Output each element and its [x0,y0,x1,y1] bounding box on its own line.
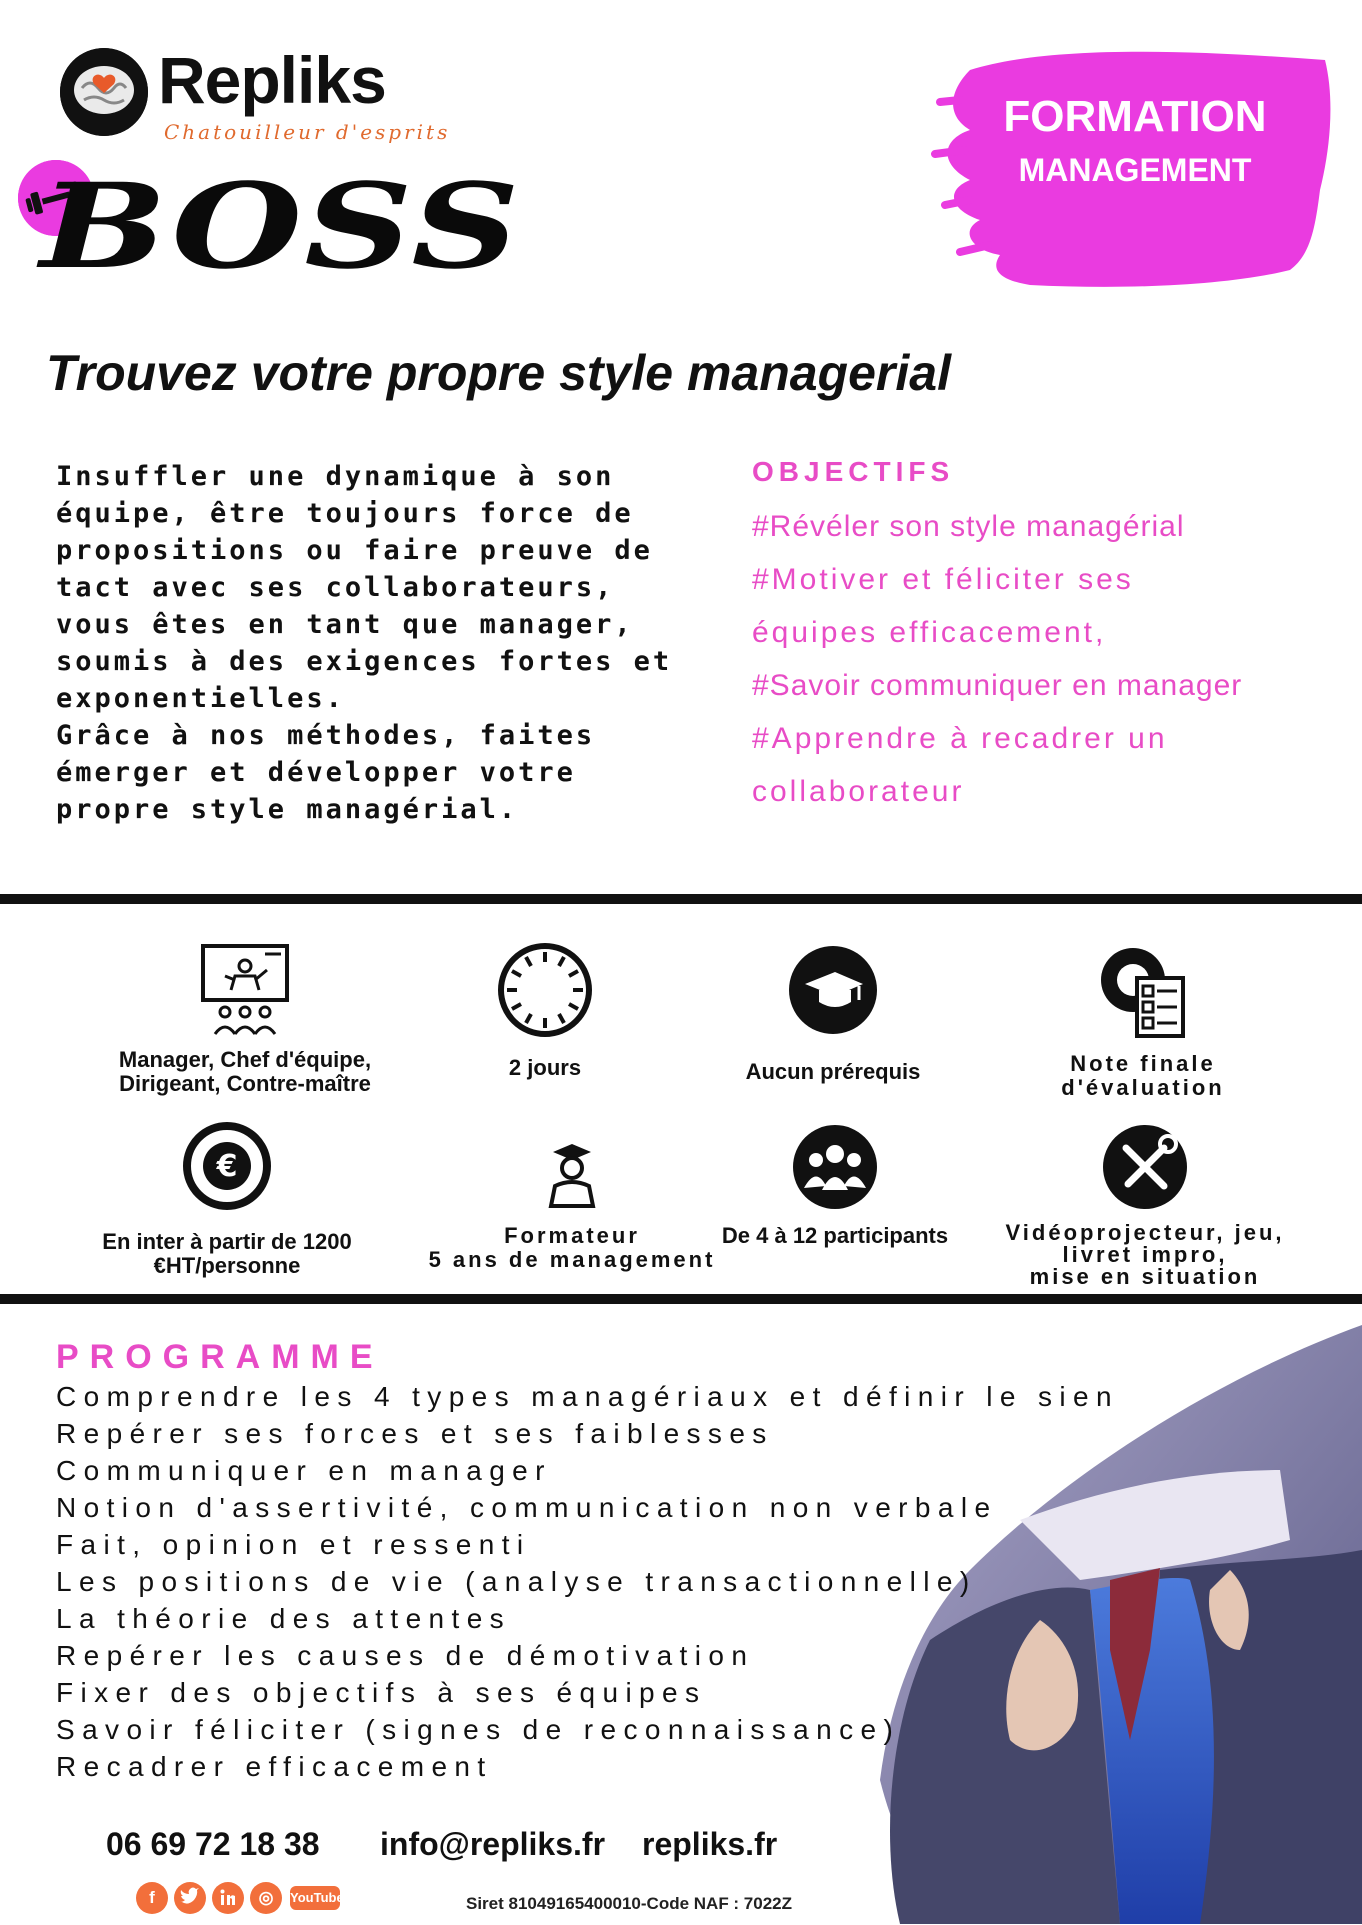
instagram-icon[interactable]: ◎ [250,1882,282,1914]
evaluation-card [998,940,1288,1100]
trainer-title: Formateur [504,1223,640,1248]
objective-item: #Révéler son style managérial [752,510,1185,543]
duration-label: 2 jours [508,1055,582,1080]
objective-item: collaborateur [752,775,965,808]
siret-text: Siret 81049165400010-Code NAF : 7022Z [466,1894,793,1913]
programme-item: Fixer des objectifs à ses équipes [56,1677,707,1708]
contact-website[interactable]: repliks.fr [642,1826,778,1862]
programme-item: La théorie des attentes [56,1603,512,1634]
price-card [82,1120,372,1278]
audience-label: Manager, Chef d'équipe, Dirigeant, Contre-maître [118,1047,372,1096]
brain-logo-icon [60,48,148,136]
programme-item: Repérer ses forces et ses faiblesses [56,1418,774,1449]
youtube-icon[interactable]: YouTube [290,1886,340,1910]
clock-icon [495,940,595,1040]
participants-card [700,1124,970,1248]
objectives-list [752,500,1352,818]
group-icon [792,1124,878,1210]
graduation-cap-icon [783,940,883,1040]
linkedin-icon[interactable] [212,1882,244,1914]
objective-item: #Motiver et féliciter ses [752,563,1134,596]
objective-item: #Savoir communiquer en manager [752,669,1243,702]
trainer-icon [537,1140,607,1210]
intro-text-2: Grâce à nos méthodes, faites émerger et développer votre propre style managérial. [56,720,596,825]
tools-card [980,1124,1310,1288]
objective-item: équipes efficacement, [752,616,1107,649]
participants-label: De 4 à 12 participants [721,1223,949,1248]
formation-title: FORMATION [1003,92,1267,141]
divider-top [0,894,1362,904]
presentation-icon [195,940,295,1040]
intro-paragraph [56,458,696,828]
prerequisites-card [688,940,978,1084]
audience-card [100,940,390,1096]
brand-tagline: Chatouilleur d'esprits [164,120,451,144]
svg-text:€: € [216,1149,238,1184]
programme-item: Communiquer en manager [56,1455,552,1486]
evaluation-label: Note finale d'évaluation [1061,1051,1225,1100]
duration-card [400,940,690,1080]
programme-item: Savoir féliciter (signes de reconnaissance) [56,1714,901,1745]
evaluation-checklist-icon [1093,940,1193,1040]
trainer-detail: 5 ans de management [428,1247,716,1272]
brand-name: Repliks [158,43,386,117]
euro-icon [177,1120,277,1220]
tools-line-2: livret impro, [1062,1242,1228,1267]
course-title: BOSS [40,157,522,296]
programme-heading: PROGRAMME [56,1338,384,1376]
prerequisites-label: Aucun prérequis [745,1059,921,1084]
facebook-icon[interactable]: f [136,1882,168,1914]
divider-bottom [0,1294,1362,1304]
formation-subtitle: MANAGEMENT [1018,152,1252,188]
programme-list [56,1378,1119,1785]
contact-phone[interactable]: 06 69 72 18 38 [106,1826,320,1862]
programme-item: Notion d'assertivité, communication non verbale [56,1492,998,1523]
objectives-heading: OBJECTIFS [752,456,955,487]
programme-item: Recadrer efficacement [56,1751,493,1782]
tools-line-3: mise en situation [1029,1264,1261,1289]
tools-line-1: Vidéoprojecteur, jeu, [1005,1220,1285,1245]
objective-item: #Apprendre à recadrer un [752,722,1168,755]
trainer-card [402,1140,742,1272]
price-label: En inter à partir de 1200 €HT/personne [102,1229,352,1278]
twitter-icon[interactable] [174,1882,206,1914]
programme-item: Repérer les causes de démotivation [56,1640,755,1671]
intro-text-1: Insuffler une dynamique à son équipe, être toujours force de propositions ou faire preuve de tact avec ses collaborateurs, vous êtes en tant que manager, soumis à des exigences fortes et exponentielles. [56,461,673,714]
course-subtitle: Trouvez votre propre style managerial [46,345,951,401]
contact-email[interactable]: info@repliks.fr [380,1826,606,1862]
tools-icon [1102,1124,1188,1210]
programme-item: Comprendre les 4 types managériaux et définir le sien [56,1381,1119,1412]
programme-item: Les positions de vie (analyse transactionnelle) [56,1566,977,1597]
programme-item: Fait, opinion et ressenti [56,1529,531,1560]
